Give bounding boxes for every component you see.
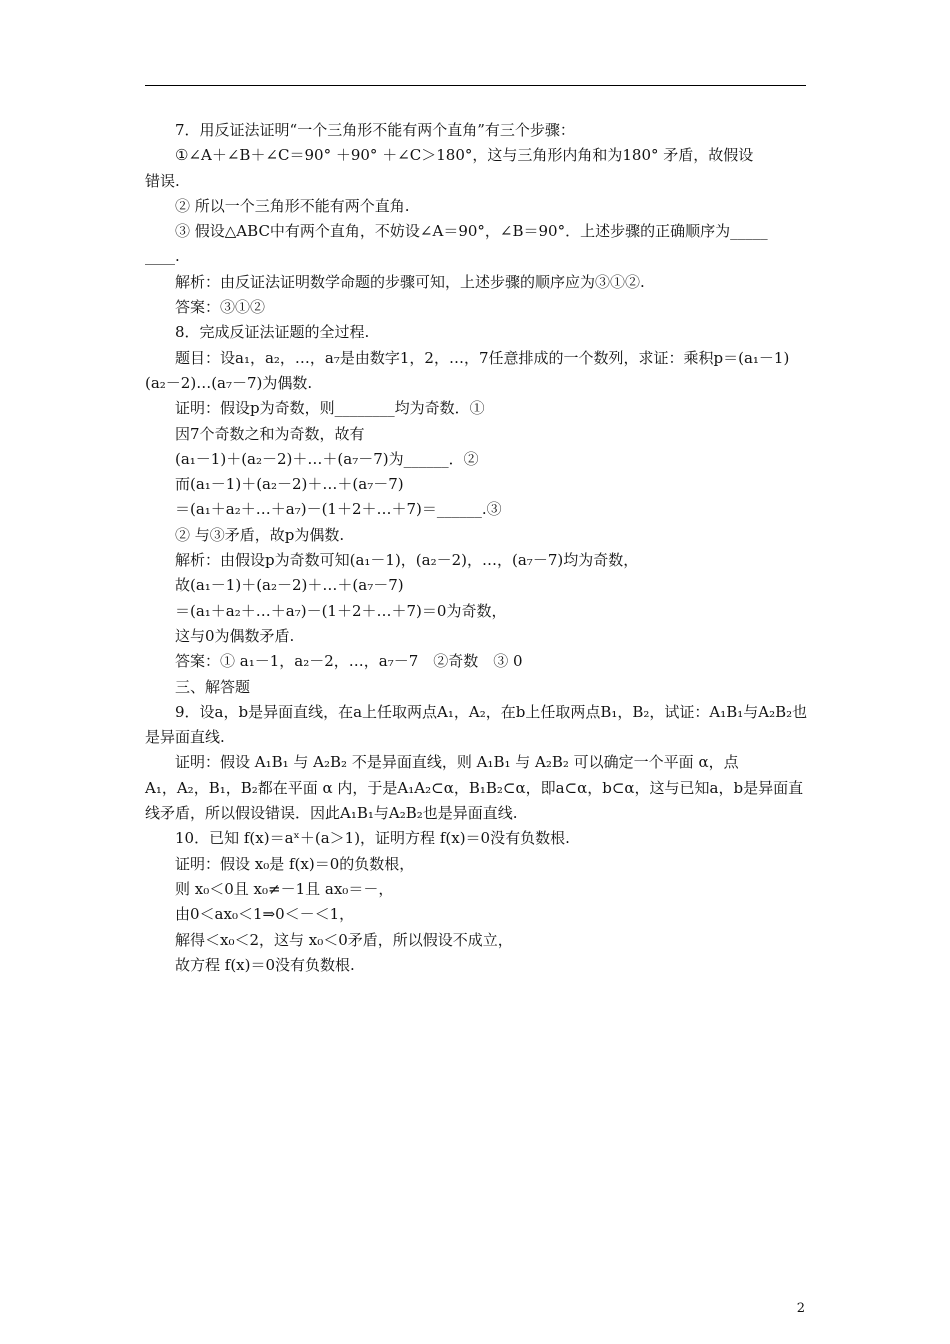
text-line: 而(a₁－1)＋(a₂－2)＋…＋(a₇－7) [175,475,404,494]
document-body [145,118,806,978]
text-line: 由0＜ax₀＜1⇒0＜－＜1， [175,905,355,924]
text-line: 这与0为偶数矛盾. [175,626,295,645]
text-line: 解析：由反证法证明数学命题的步骤可知，上述步骤的顺序应为③①②. [175,272,645,291]
text-line: ①∠A＋∠B＋∠C＝90° ＋90° ＋∠C＞180°，这与三角形内角和为180° 矛盾，故假设 [175,146,754,165]
text-line: ③ 假设△ABC中有两个直角，不妨设∠A＝90°，∠B＝90°．上述步骤的正确顺序为_____ [175,222,768,241]
text-line: 9．设a，b是异面直线，在a上任取两点A₁，A₂，在b上任取两点B₁，B₂，试证：A₁B₁与A₂B₂也 [175,702,808,721]
text-line: 错误. [145,171,180,190]
text-line: 7．用反证法证明“一个三角形不能有两个直角”有三个步骤： [175,121,575,139]
text-line: 证明：假设p为奇数，则________均为奇数．① [175,399,485,418]
text-line: 证明：假设 A₁B₁ 与 A₂B₂ 不是异面直线，则 A₁B₁ 与 A₂B₂ 可以确定一个平面 α，点 [175,753,739,772]
text-line: 答案：① a₁－1，a₂－2，…，a₇－7 ②奇数 ③ 0 [175,652,523,671]
text-line: ＝(a₁＋a₂＋…＋a₇)－(1＋2＋…＋7)＝0为奇数， [175,601,507,620]
page-number: 2 [796,1301,805,1316]
section-heading: 三、解答题 [175,677,251,696]
text-line: ② 与③矛盾，故p为偶数. [175,525,345,544]
text-line: 10．已知 f(x)＝aˣ＋(a＞1)，证明方程 f(x)＝0没有负数根. [175,829,570,848]
text-line: 解析：由假设p为奇数可知(a₁－1)，(a₂－2)，…，(a₇－7)均为奇数， [175,551,639,570]
text-line: 答案：③①② [175,298,266,317]
text-line: 因7个奇数之和为奇数，故有 [175,424,365,443]
text-line: 证明：假设 x₀是 f(x)＝0的负数根， [175,854,415,873]
text-line: (a₂－2)…(a₇－7)为偶数. [145,373,313,392]
text-line: 题目：设a₁，a₂，…，a₇是由数字1，2，…，7任意排成的一个数列，求证：乘积p＝(a₁－1) [175,348,790,367]
text-line: ＝(a₁＋a₂＋…＋a₇)－(1＋2＋…＋7)＝______.③ [175,500,502,519]
text-line: 则 x₀＜0且 x₀≠－1且 ax₀＝－， [175,879,394,898]
text-line: 8．完成反证法证题的全过程. [175,323,370,342]
text-line: ____. [145,247,180,266]
text-line: ② 所以一个三角形不能有两个直角. [175,196,410,215]
text-line: 故(a₁－1)＋(a₂－2)＋…＋(a₇－7) [175,576,404,595]
text-line: 线矛盾，所以假设错误．因此A₁B₁与A₂B₂也是异面直线. [145,804,518,823]
text-line: A₁，A₂，B₁，B₂都在平面 α 内，于是A₁A₂⊂α，B₁B₂⊂α，即a⊂α，b⊂α，这与已知a，b是异面直 [145,778,804,797]
header-rule [145,85,806,86]
text-line: (a₁－1)＋(a₂－2)＋…＋(a₇－7)为______．② [175,449,479,468]
text-line: 解得＜x₀＜2，这与 x₀＜0矛盾，所以假设不成立， [175,930,513,949]
text-line: 故方程 f(x)＝0没有负数根. [175,955,355,974]
text-line: 是异面直线. [145,728,225,747]
